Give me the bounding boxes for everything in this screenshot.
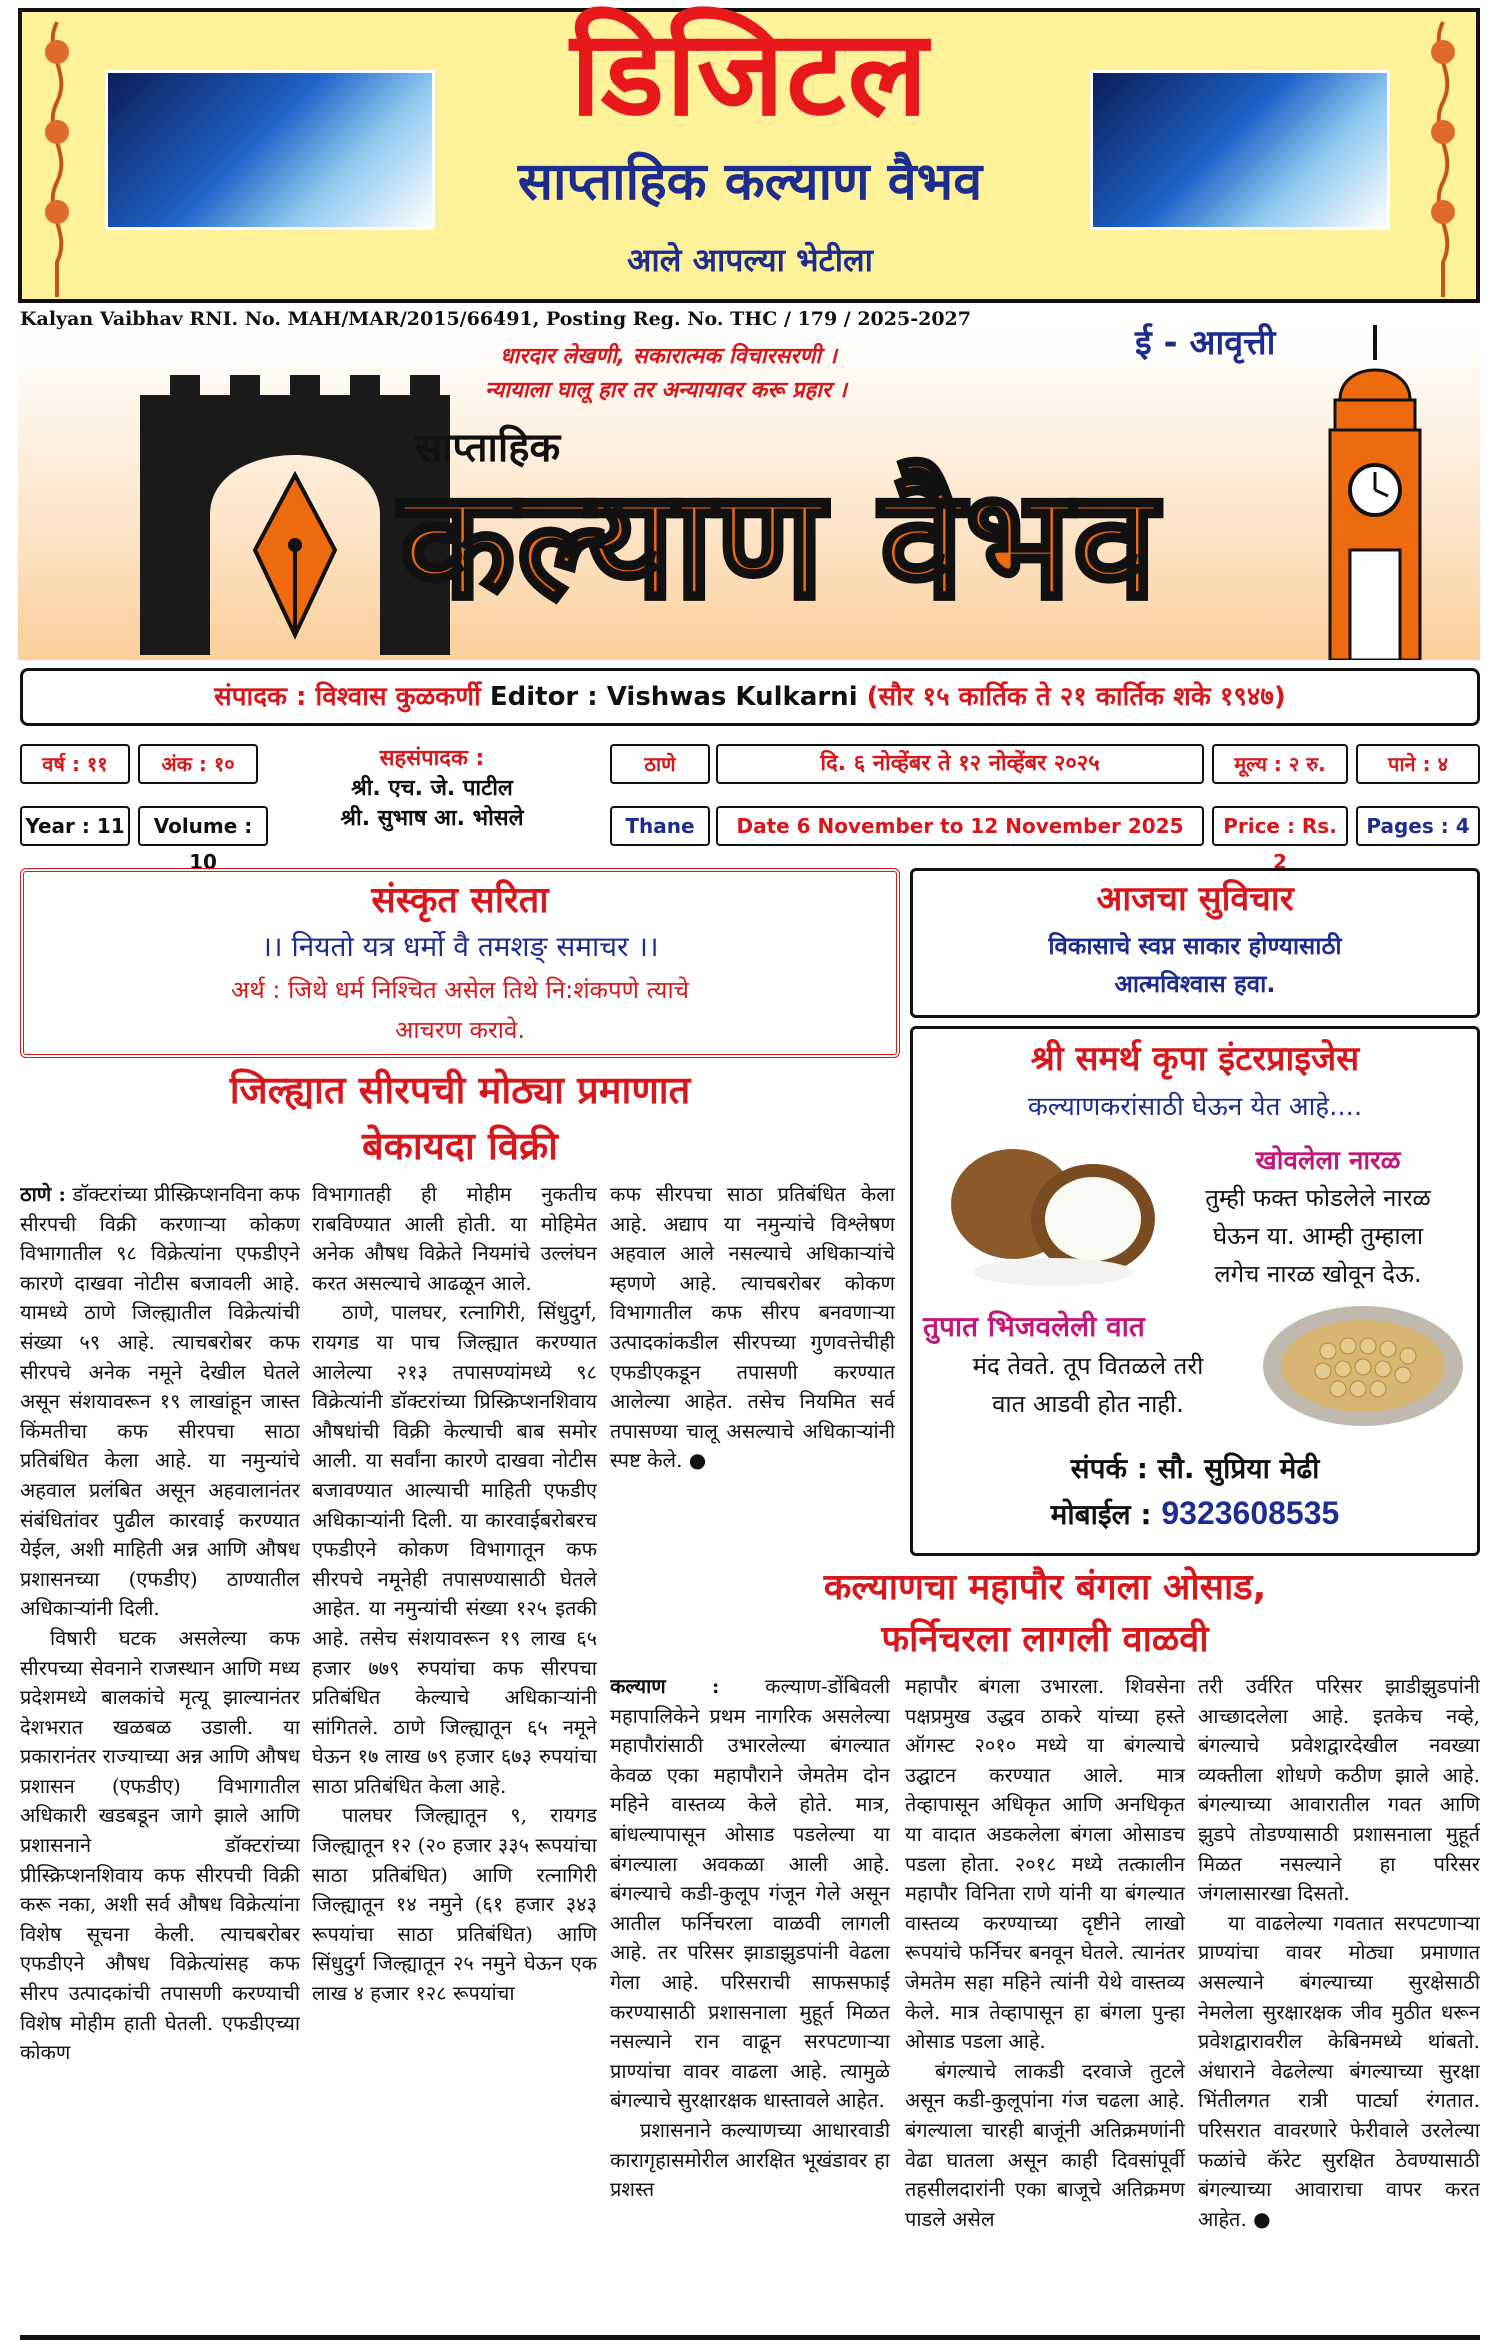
article1-col2-text-1: विभागातही ही मोहीम नुकतीच राबविण्यात आली होती. या मोहिमेत अनेक औषध विक्रेते नियमांचे उल्लंघन करत असल्याचे आढळून आले. (312, 1182, 597, 1295)
article1-col1-text-1: डॉक्टरांच्या प्रीस्क्रिप्शनविना कफ सीरपची विक्री करणाऱ्या कोकण विभागातील ९८ विक्रेत्यांना एफडीएने कारणे दाखवा नोटीस बजावली आहे. यामध्ये ठाणे जिल्ह्यातील विक्रेत्यांची संख्या ५९ आहे. त्याचबरोबर कफ सीरपचे अनेक नमूने देखील घेतले असून संशयावरून १९ लाखांहून जास्त किंमतीचा कफ सीरपचा साठा प्रतिबंधित केला आहे. या नमुन्यांचे अहवाल प्रलंबित असून अहवालानंतर संबंधितांवर पुढील कारवाई करण्यात येईल, अशी माहिती अन्न आणि औषध प्रशासनच्या (एफडीए) ठाण्यातील अधिकाऱ्यांनी दिली. (20, 1182, 300, 1621)
article1-para (20, 1180, 300, 1624)
issue-marathi: अंक : १० (138, 744, 258, 784)
ad-mobile-label: मोबाईल : (1050, 1498, 1152, 1531)
ad-contact (913, 1449, 1477, 1487)
sanskrit-meaning-1: अर्थ : जिथे धर्म निश्चित असेल तिथे नि:शंकपणे त्याचे (231, 976, 689, 1004)
article2-headline (610, 1562, 1480, 1666)
suvichar-line-1: विकासाचे स्वप्न साकार होण्यासाठी (1048, 932, 1342, 960)
digital-title: डिजिटल (570, 4, 930, 142)
sanskrit-title: संस्कृत सरिता (371, 880, 549, 921)
article1-col2-text-3: पालघर जिल्ह्यातून ९, रायगड जिल्ह्यातून १२ (२० हजार ३३५ रूपयांचा साठा प्रतिबंधित) आणि रत्नागिरी जिल्ह्यातून १४ नमुने (६१ हजार ३४३ रूपयांचा साठा प्रतिबंधित) आणि सिंधुदुर्ग जिल्ह्यातून २५ नमुने घेऊन एक लाख ४ हजार १२८ रूपयांचा (312, 1803, 597, 2006)
article2-para (610, 1672, 890, 2116)
suvichar-line-2: आत्मविश्वास हवा. (1114, 970, 1276, 998)
ad-item1-line-2: घेऊन या. आम्ही तुम्हाला (1212, 1222, 1424, 1250)
volume-english: Volume : 10 (138, 806, 268, 846)
editor-marathi: संपादक : विश्वास कुळकर्णी (214, 682, 481, 712)
edition-label: ई - आवृत्ती (1135, 323, 1276, 363)
coeditor-1: श्री. एच. जे. पाटील (351, 776, 513, 801)
ad-mobile-number[interactable]: 9323608535 (1161, 1495, 1340, 1531)
ad-item2-text (923, 1347, 1253, 1423)
article2-column-3 (1198, 1672, 1480, 2332)
city-english: Thane (610, 806, 710, 846)
ghee-wicks-plate-image (1258, 1301, 1468, 1431)
editor-date-marathi: (सौर १५ कार्तिक ते २१ कार्तिक शके १९४७) (866, 682, 1286, 712)
slogan-line-1: धारदार लेखणी, सकारात्मक विचारसरणी । (500, 344, 837, 369)
page-bottom-rule (20, 2335, 1480, 2340)
article1-col2-text-2: ठाणे, पालघर, रत्नागिरी, सिंधुदुर्ग, रायगड या पाच जिल्ह्यात करण्यात आलेल्या २१३ तपासण्यांमध्ये ९८ विक्रेत्यांनी डॉक्टरांच्या प्रिस्क्रिप्शनशिवाय औषधांची विक्री केल्याची बाब समोर आली. या सर्वांना कारणे दाखवा नोटीस बजावण्यात आल्याची माहिती एफडीए अधिकाऱ्यांनी दिली. या कारवाईबरोबरच एफडीएने कोकण विभागातून कफ सीरपचे नमूनेही तपासण्यासाठी घेतले आहेत. या नमुन्यांची संख्या १२५ इतकी आहे. तसेच संशयावरून १९ लाख ६५ हजार ७७९ रुपयांचा कफ सीरपचा प्रतिबंधित केल्याचे अधिकाऱ्यांनी सांगितले. ठाणे जिल्ह्यातून ६५ नमूने घेऊन १७ लाख ७९ हजार ६७३ रुपयांचा साठा प्रतिबंधित केला आहे. (312, 1300, 597, 1798)
ad-item1-text (1163, 1179, 1473, 1293)
coeditors (262, 742, 602, 832)
article2-col2-text-1: महापौर बंगला उभारला. शिवसेना पक्षप्रमुख उद्धव ठाकरे यांच्या हस्ते ऑगस्ट २०१० मध्ये या बंगल्याचे उद्घाटन करण्यात आले. मात्र तेव्हापासून अधिकृत आणि अनधिकृत या वादात अडकलेला बंगला ओसाडच पडला होता. २०१८ मध्ये तत्कालीन महापौर विनिता राणे यांनी या बंगल्यात वास्तव्य करण्याच्या दृष्टीने लाखो रूपयांचे फर्निचर बनवून घेतले. त्यानंतर जेमतेम सहा महिने त्यांनी येथे वास्तव्य केले. मात्र तेव्हापासून हा बंगला पुन्हा ओसाड पडला आहे. (905, 1674, 1185, 2054)
article1-headline-line-1: जिल्ह्यात सीरपची मोठ्या प्रमाणात (229, 1068, 691, 1112)
article2-col1-text-2: प्रशासनाने कल्याणच्या आधारवाडी कारागृहासमोरील आरक्षित भूखंडावर हा प्रशस्त (610, 2117, 890, 2202)
price-marathi: मूल्य : २ रु. (1212, 744, 1348, 784)
article1-col1-text-2: विषारी घटक असलेल्या कफ सीरपच्या सेवनाने राजस्थान आणि मध्य प्रदेशमध्ये बालकांचे मृत्यू झाल्यानंतर देशभरात खळबळ उडाली. या प्रकारानंतर राज्याच्या अन्न आणि औषध प्रशासन (एफडीए) विभागातील अधिकारी खडबडून जागे झाले आणि प्रशासनाने डॉक्टरांच्या प्रीस्क्रिप्शनशिवाय कफ सीरपची विक्री करू नका, अशी सर्व औषध विक्रेत्यांना विशेष सूचना केली. त्याचबरोबर एफडीएने औषध विक्रेत्यांसह कफ सीरप उत्पादकांची तपासणी करण्याची विशेष मोहीम हाती घेतली. एफडीएच्या कोकण (20, 1625, 300, 2065)
ad-item2-title: तुपात भिजवलेली वात (923, 1310, 1145, 1343)
editor-bar (20, 668, 1480, 726)
coeditor-2: श्री. सुभाष आ. भोसले (340, 806, 524, 831)
article2-column-1 (610, 1672, 890, 2332)
ad-contact-text: संपर्क : सौ. सुप्रिया मेढी (1070, 1452, 1320, 1485)
masthead-subtitle: साप्ताहिक कल्याण वैभव (517, 152, 983, 212)
article2-col1-text-1: कल्याण-डोंबिवली महापालिकेने प्रथम नागरिक असलेल्या महापौरांसाठी उभारलेल्या बंगल्यात केवळ एका महापौराने जेमतेम दोन महिने वास्तव्य केले होते. मात्र, बांधल्यापासून ओसाड पडलेल्या या बंगल्याला अवकळा आली आहे. बंगल्याचे कडी-कुलूप गंजून गेले असून आतील फर्निचरला वाळवी लागली आहे. तर परिसर झाडाझुडपांनी वेढला गेला आहे. परिसराची साफसफाई करण्यासाठी प्रशासनाला मुहूर्त मिळत नसल्याने रान वाढून सरपटणाऱ्या प्राण्यांचा वावर वाढला आहे. त्यामुळे बंगल्याचे सुरक्षारक्षक धास्तावले आहेत. (610, 1674, 890, 2113)
ad-title: श्री समर्थ कृपा इंटरप्राइजेस (1030, 1039, 1360, 1079)
article2-headline-line-1: कल्याणचा महापौर बंगला ओसाड, (823, 1567, 1267, 1608)
ad-item1-line-3: लगेच नारळ खोवून देऊ. (1214, 1260, 1422, 1288)
date-english: Date 6 November to 12 November 2025 (716, 806, 1204, 846)
date-marathi: दि. ६ नोव्हेंबर ते १२ नोव्हेंबर २०२५ (716, 744, 1204, 784)
ad-item1-line-1: तुम्ही फक्त फोडलेले नारळ (1205, 1184, 1431, 1212)
article1-headline (20, 1062, 900, 1174)
coconut-image (943, 1134, 1163, 1289)
ad-item1-title: खोवलेला नारळ (1255, 1146, 1401, 1176)
ad-subtitle: कल्याणकरांसाठी घेऊन येत आहे.... (1027, 1092, 1363, 1122)
sanskrit-meaning-2: आचरण करावे. (394, 1016, 525, 1044)
editor-english: Editor : Vishwas Kulkarni (489, 682, 858, 712)
ad-item2-line-1: मंद तेवते. तूप वितळले तरी (972, 1352, 1204, 1380)
price-english: Price : Rs. 2 (1212, 806, 1348, 846)
article2-col3-text-2: या वाढलेल्या गवतात सरपटणाऱ्या प्राण्यांचा वावर मोठ्या प्रमाणात असल्याने बंगल्याच्या सुरक्षेसाठी नेमलेला सुरक्षारक्षक जीव मुठीत धरून प्रवेशद्वारावरील केबिनमध्ये थांबतो. अंधाराने वेढलेल्या बंगल्याच्या सुरक्षा भिंतीलगत रात्री पार्ट्या रंगतात. परिसरात वावरणारे फेरीवाले उरलेल्या फळांचे कॅरेट सुरक्षित ठेवण्यासाठी बंगल्याच्या आवाराचा वापर करत आहेत. ● (1198, 1910, 1480, 2231)
city-marathi: ठाणे (610, 744, 710, 784)
rni-line: Kalyan Vaibhav RNI. No. MAH/MAR/2015/66491, Posting Reg. No. THC / 179 / 2025-2027 (20, 308, 971, 330)
saptahik-label: साप्ताहिक (415, 425, 561, 471)
pages-english: Pages : 4 (1356, 806, 1480, 846)
slogan-line-2: न्यायाला घालू हार तर अन्यायावर करू प्रहार । (485, 378, 847, 403)
article2-col2-text-2: बंगल्याचे लाकडी दरवाजे तुटले असून कडी-कुलूपांना गंज चढला आहे. बंगल्याला चारही बाजूंनी अतिक्रमणांनी वेढा घातला असून काही दिवसांपूर्वी तहसीलदारांनी एका बाजूचे अतिक्रमण पाडले असेल (905, 2058, 1185, 2231)
article2-col3-text-1: तरी उर्वरित परिसर झाडीझुडपांनी आच्छादलेला आहे. इतकेच नव्हे, बंगल्याचे प्रवेशद्वारदेखील नवख्या व्यक्तीला शोधणे कठीण झाले आहे. बंगल्याच्या आवारातील गवत आणि झुडपे तोडण्यासाठी प्रशासनाला मुहूर्त मिळत नसल्याने हा परिसर जंगलासारखा दिसतो. (1198, 1674, 1480, 1906)
paper-name-logo: कल्याण वैभव (400, 458, 1159, 632)
year-english: Year : 11 (20, 806, 130, 846)
sanskrit-verse: ।। नियतो यत्र धर्मो वै तमशङ्‍ समाचर ।। (261, 930, 659, 963)
article1-column-3 (610, 1180, 895, 1550)
article2-dateline: कल्याण : (610, 1674, 720, 1698)
article1-headline-line-2: बेकायदा विक्री (361, 1124, 558, 1168)
article1-col3-text-1: कफ सीरपचा साठा प्रतिबंधित केला आहे. अद्याप या नमुन्यांचे विश्लेषण अहवाल आले नसल्याचे अधिकाऱ्यांचे म्हणणे आहे. त्याचबरोबर कोकण विभागातील कफ सीरप बनवणाऱ्या उत्पादकांकडील सीरपच्या गुणवत्तेचीही एफडीएकडून तपासणी करण्यात आलेल्या आहेत. तसेच नियमित सर्व तपासण्या चालू असल्याचे अधिकाऱ्यांनी स्पष्ट केले. ● (610, 1182, 895, 1473)
clock-tower-icon (1290, 320, 1460, 660)
article1-column-2 (312, 1180, 597, 2330)
article1-dateline: ठाणे : (20, 1182, 66, 1206)
ad-item2-line-2: वात आडवी होत नाही. (992, 1390, 1184, 1418)
suvichar-box (910, 868, 1480, 1018)
masthead-tagline: आले आपल्या भेटीला (627, 241, 873, 279)
suvichar-title: आजचा सुविचार (1096, 879, 1294, 919)
sanskrit-sarita-box (20, 868, 900, 1058)
advertisement-box (910, 1026, 1480, 1556)
year-marathi: वर्ष : ११ (20, 744, 130, 784)
ad-mobile-row (913, 1495, 1477, 1533)
pages-marathi: पाने : ४ (1356, 744, 1480, 784)
coeditor-label: सहसंपादक : (379, 746, 485, 771)
article2-headline-line-2: फर्निचरला लागली वाळवी (881, 1619, 1209, 1660)
article2-column-2 (905, 1672, 1185, 2332)
article1-column-1 (20, 1180, 300, 2330)
